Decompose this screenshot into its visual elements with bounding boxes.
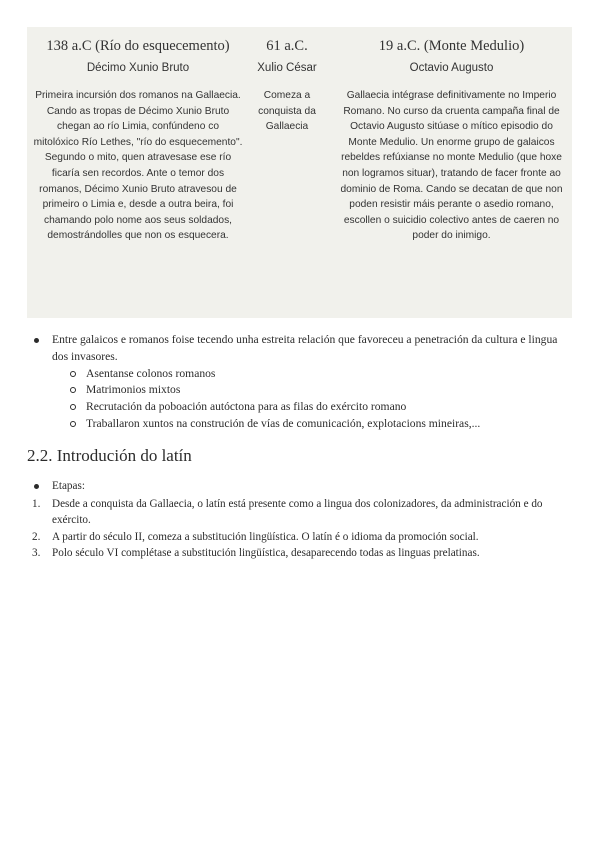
step-text: Polo século VI complétase a substitución lingüística, desaparecendo todas as linguas prelatinas.	[52, 546, 480, 559]
step-number: 2.	[32, 530, 41, 543]
list-item	[70, 399, 574, 416]
bullet-circle-icon	[70, 371, 76, 377]
timeline-column	[27, 27, 249, 318]
sub-item-text: Matrimonios mixtos	[86, 383, 181, 397]
timeline-table	[27, 27, 572, 318]
list-item	[70, 416, 574, 433]
sub-item-text: Recrutación da poboación autóctona para as filas do exército romano	[86, 400, 407, 414]
timeline-person: Décimo Xunio Bruto	[86, 62, 190, 74]
timeline-person: Octavio Augusto	[409, 62, 494, 74]
step-number: 3.	[32, 546, 41, 559]
relation-list	[34, 332, 574, 433]
timeline-person: Xulio César	[257, 62, 317, 74]
timeline-column	[325, 27, 572, 318]
list-item	[34, 496, 579, 528]
list-item	[70, 382, 574, 399]
timeline-description: Gallaecia intégrase definitivamente no Imperio Romano. No curso da cruenta campaña final de Octavio Augusto sitúase o mítico episodio do Monte Medulio. Un enorme grupo de galaicos rebeldes refúxianse no monte Medulio (que hoxe non logramos situar), tratando de facer fronte ao dominio de Roma. Cando se decatan de que non poden resistir máis perante o asedio romano, escollen o suicidio colectivo antes de caeren no poder do inimigo.	[340, 90, 563, 242]
list-item	[70, 366, 574, 383]
list-item	[34, 478, 579, 494]
timeline-date: 19 a.C. (Monte Medulio)	[378, 38, 525, 54]
timeline-date: 61 a.C.	[266, 38, 308, 54]
etapas-label: Etapas:	[52, 480, 85, 492]
timeline-description: Primeira incursión dos romanos na Gallaecia. Cando as tropas de Décimo Xunio Bruto chegan ao río Limia, confúndeno co mitolóxico Río Lethes, "río do esquecemento". Segundo o mito, quen atravesase ese río ficaría sen recordos. Ante o temor dos romanos, Décimo Xunio Bruto atravesou de primeiro o Limia e, desde a outra beira, foi chamando polo nome aos seus soldados, demostrándolles que non os esquecera.	[33, 90, 243, 242]
sub-item-text: Traballaron xuntos na construción de vías de comunicación, explotacions mineiras,...	[86, 416, 481, 430]
bullet-circle-icon	[70, 387, 76, 393]
list-item	[34, 332, 574, 366]
section-heading: 2.2. Introdución do latín	[27, 446, 192, 465]
step-text: A partir do século II, comeza a substitución lingüística. O latín é o idioma da promoción social.	[52, 530, 479, 543]
bullet-dot-icon	[34, 484, 39, 489]
timeline-column	[249, 27, 325, 318]
numbered-list	[34, 496, 579, 561]
relation-sublist	[70, 366, 574, 433]
bullet-circle-icon	[70, 421, 76, 427]
list-item	[34, 529, 579, 545]
etapas-list	[34, 478, 579, 561]
step-number: 1.	[32, 498, 41, 511]
list-item	[34, 545, 579, 561]
sub-item-text: Asentanse colonos romanos	[86, 366, 216, 380]
timeline-date: 138 a.C (Río do esquecemento)	[46, 38, 230, 54]
bullet-dot-icon	[34, 338, 39, 343]
timeline-description: Comeza a conquista da Gallaecia	[258, 90, 316, 133]
step-text: Desde a conquista da Gallaecia, o latín está presente como a lingua dos colonizadores, da administración e do exército.	[52, 498, 543, 527]
relation-text: Entre galaicos e romanos foise tecendo unha estreita relación que favoreceu a penetración da cultura e lingua dos invasores.	[52, 333, 558, 363]
bullet-circle-icon	[70, 404, 76, 410]
